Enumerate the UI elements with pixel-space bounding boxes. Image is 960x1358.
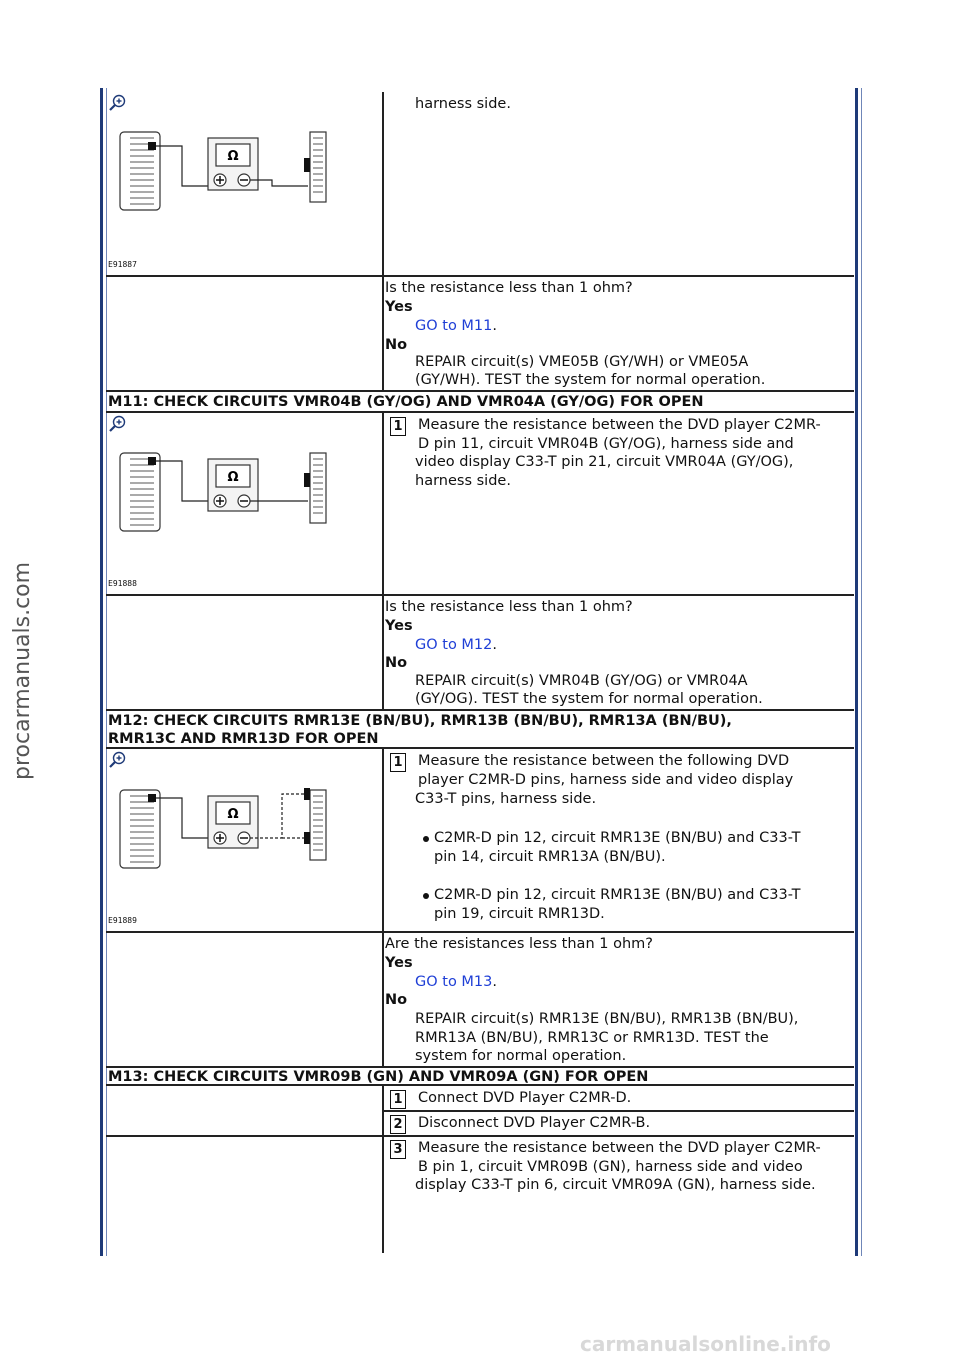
goto-link[interactable]: GO to M11 xyxy=(415,318,493,334)
watermark-footer: carmanualsonline.info xyxy=(580,1332,831,1356)
column-divider xyxy=(382,748,384,932)
section-heading: RMR13C AND RMR13D FOR OPEN xyxy=(108,731,379,747)
no-action: REPAIR circuit(s) VMR04B (GY/OG) or VMR04A xyxy=(415,673,748,689)
column-divider xyxy=(382,595,384,711)
no-label: No xyxy=(385,337,408,353)
no-action: system for normal operation. xyxy=(415,1048,627,1064)
step-text: display C33-T pin 6, circuit VMR09A (GN), harness side. xyxy=(415,1177,816,1193)
svg-text:Ω: Ω xyxy=(227,807,239,822)
figure-code: E91888 xyxy=(108,579,137,588)
step-text: harness side. xyxy=(415,96,511,112)
step-text: C33-T pins, harness side. xyxy=(415,791,597,807)
bullet-text: pin 14, circuit RMR13A (BN/BU). xyxy=(434,849,666,865)
question-text: Are the resistances less than 1 ohm? xyxy=(385,936,653,952)
step-text: D pin 11, circuit VMR04B (GY/OG), harness side and xyxy=(418,436,794,452)
row-divider xyxy=(106,390,854,392)
step-text: Connect DVD Player C2MR-D. xyxy=(418,1090,632,1106)
yes-action: GO to M11. xyxy=(415,318,497,334)
step-text: Measure the resistance between the following DVD xyxy=(418,753,790,769)
resistance-measurement-diagram xyxy=(112,122,352,242)
page-border-right-inner xyxy=(861,88,862,1256)
zoom-in-icon[interactable] xyxy=(108,751,126,769)
step-text: video display C33-T pin 21, circuit VMR04A (GY/OG), xyxy=(415,454,794,470)
section-heading: M11: CHECK CIRCUITS VMR04B (GY/OG) AND VMR04A (GY/OG) FOR OPEN xyxy=(108,394,704,410)
question-text: Is the resistance less than 1 ohm? xyxy=(385,280,633,296)
bullet-marker xyxy=(423,893,429,899)
column-divider xyxy=(382,412,384,595)
svg-text:Ω: Ω xyxy=(227,470,239,485)
step-text: player C2MR-D pins, harness side and video display xyxy=(418,772,794,788)
section-heading: M12: CHECK CIRCUITS RMR13E (BN/BU), RMR13B (BN/BU), RMR13A (BN/BU), xyxy=(108,713,732,729)
bullet-text: C2MR-D pin 12, circuit RMR13E (BN/BU) and C33-T xyxy=(434,830,801,846)
row-divider xyxy=(384,1110,854,1112)
no-label: No xyxy=(385,655,408,671)
question-text: Is the resistance less than 1 ohm? xyxy=(385,599,633,615)
row-divider xyxy=(106,594,854,596)
resistance-measurement-diagram xyxy=(112,780,352,900)
figure-code: E91889 xyxy=(108,916,137,925)
yes-label: Yes xyxy=(385,955,413,971)
step-text: Disconnect DVD Player C2MR-B. xyxy=(418,1115,651,1131)
bullet-marker xyxy=(423,836,429,842)
row-divider xyxy=(106,709,854,711)
step-text: Measure the resistance between the DVD player C2MR- xyxy=(418,417,821,433)
step-text: Measure the resistance between the DVD player C2MR- xyxy=(418,1140,821,1156)
section-heading: M13: CHECK CIRCUITS VMR09B (GN) AND VMR09A (GN) FOR OPEN xyxy=(108,1069,649,1085)
zoom-in-icon[interactable] xyxy=(108,415,126,433)
row-divider xyxy=(106,1135,854,1137)
row-divider xyxy=(106,931,854,933)
resistance-measurement-diagram xyxy=(112,443,352,563)
column-divider xyxy=(382,276,384,392)
watermark-side: procarmanuals.com xyxy=(10,561,35,780)
goto-link[interactable]: GO to M12 xyxy=(415,637,493,653)
step-text: B pin 1, circuit VMR09B (GN), harness side and video xyxy=(418,1159,803,1175)
yes-action: GO to M12. xyxy=(415,637,497,653)
page-border-left xyxy=(100,88,103,1256)
no-action: RMR13A (BN/BU), RMR13C or RMR13D. TEST the xyxy=(415,1030,769,1046)
column-divider xyxy=(382,932,384,1067)
step-number: 2 xyxy=(390,1115,406,1134)
figure-code: E91887 xyxy=(108,260,137,269)
no-label: No xyxy=(385,992,408,1008)
no-action: (GY/WH). TEST the system for normal operation. xyxy=(415,372,766,388)
step-number: 3 xyxy=(390,1140,406,1159)
yes-label: Yes xyxy=(385,618,413,634)
no-action: REPAIR circuit(s) RMR13E (BN/BU), RMR13B (BN/BU), xyxy=(415,1011,799,1027)
step-number: 1 xyxy=(390,753,406,772)
page-border-right xyxy=(855,88,858,1256)
bullet-text: pin 19, circuit RMR13D. xyxy=(434,906,605,922)
step-number: 1 xyxy=(390,1090,406,1109)
bullet-text: C2MR-D pin 12, circuit RMR13E (BN/BU) and C33-T xyxy=(434,887,801,903)
column-divider xyxy=(382,92,384,276)
page-border-left-inner xyxy=(106,88,107,1256)
zoom-in-icon[interactable] xyxy=(108,94,126,112)
svg-text:Ω: Ω xyxy=(227,149,239,164)
step-number: 1 xyxy=(390,417,406,436)
yes-action: GO to M13. xyxy=(415,974,497,990)
no-action: REPAIR circuit(s) VME05B (GY/WH) or VME05A xyxy=(415,354,749,370)
no-action: (GY/OG). TEST the system for normal operation. xyxy=(415,691,763,707)
yes-label: Yes xyxy=(385,299,413,315)
goto-link[interactable]: GO to M13 xyxy=(415,974,493,990)
row-divider xyxy=(106,275,854,277)
step-text: harness side. xyxy=(415,473,511,489)
